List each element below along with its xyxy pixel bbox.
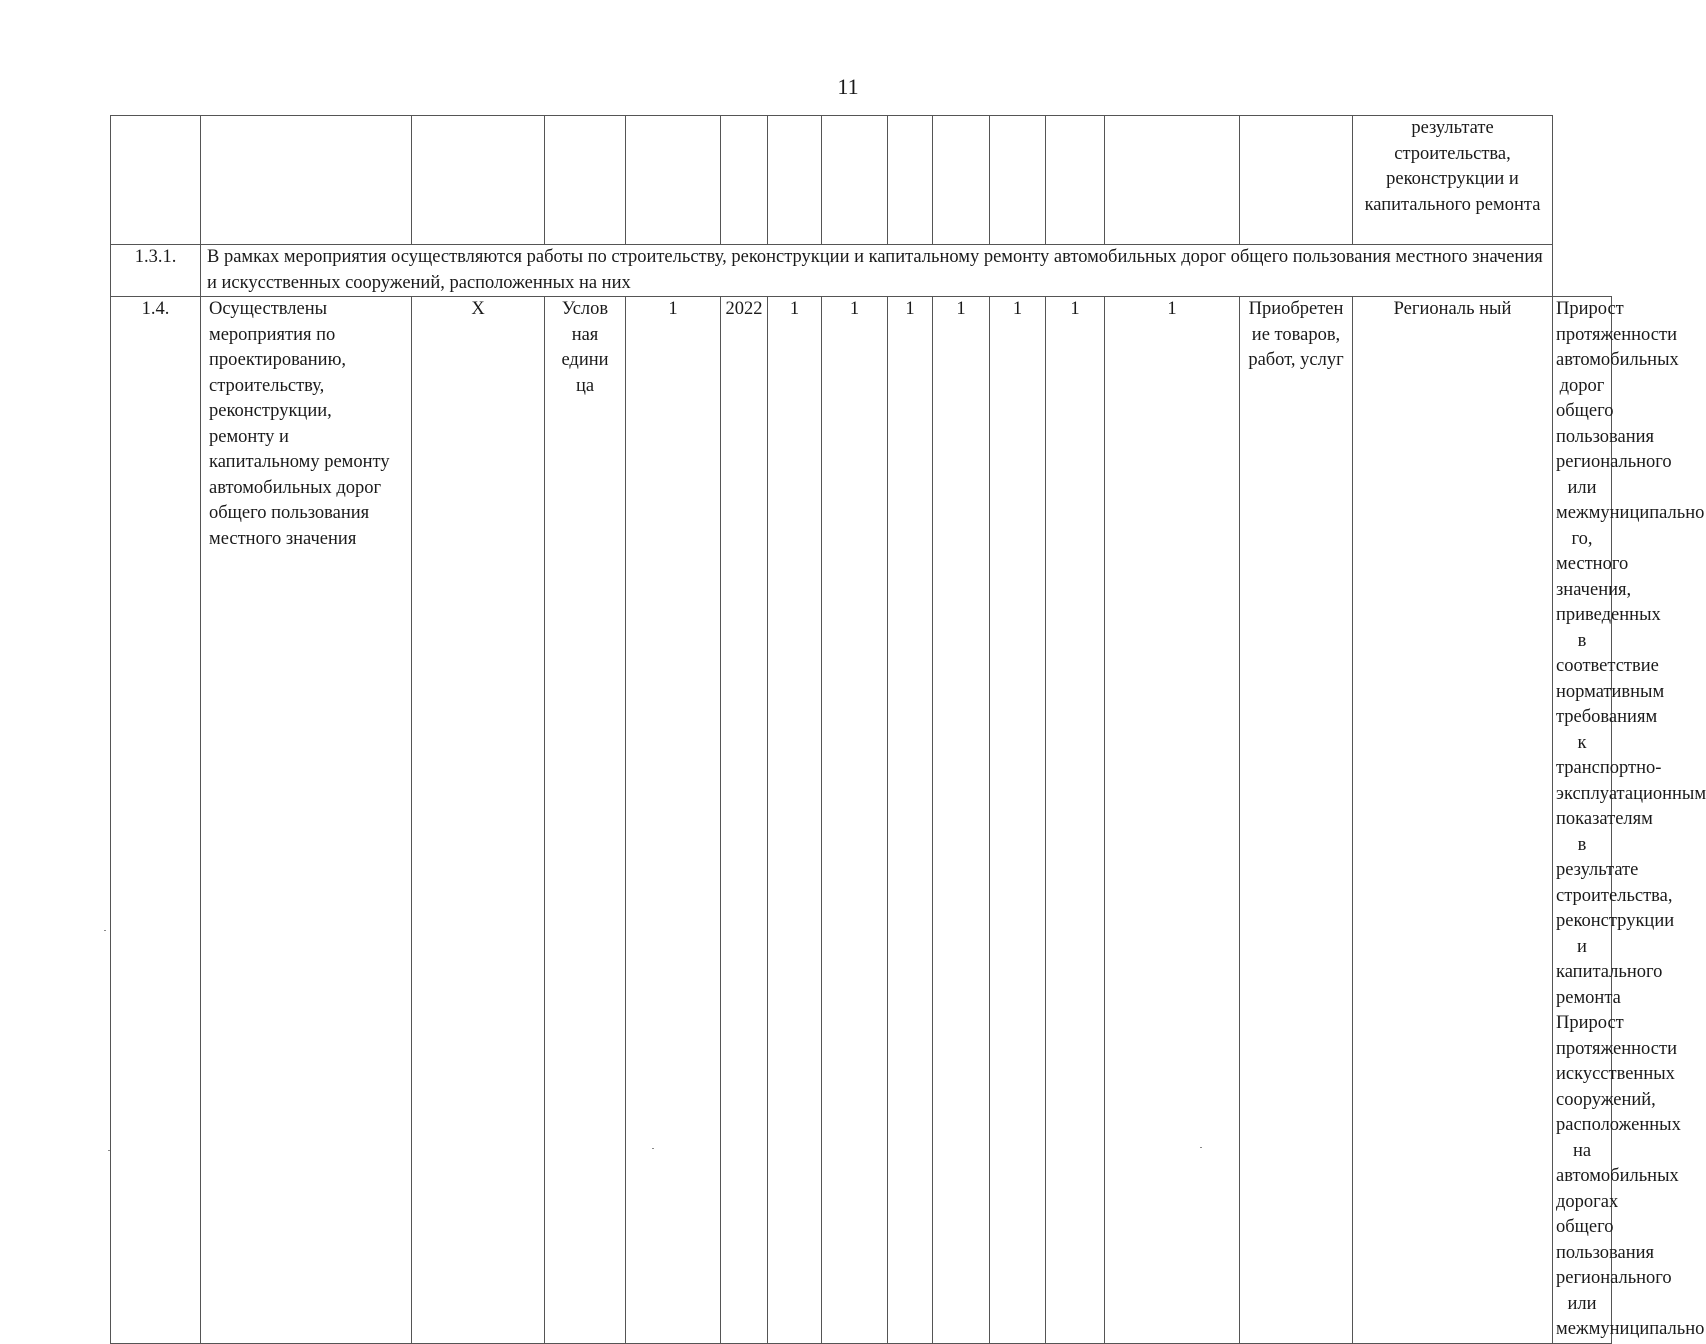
continuation-row xyxy=(111,116,1612,245)
continuation-result-cell: результате строительства, реконструкции и капитального ремонта xyxy=(1353,116,1553,245)
program-table xyxy=(110,115,1706,1344)
year-cell: 2022 xyxy=(721,297,768,1344)
value-cell: 1 xyxy=(933,297,990,1344)
activity-name-cell: Осуществлены мероприятия по проектированию, строительству, реконструкции, ремонту и капитальному ремонту автомобильных дорог общего пользования местного значения xyxy=(201,297,412,1344)
value-cell: 1 xyxy=(990,297,1046,1344)
type-cell: Приобретен ие товаров, работ, услуг xyxy=(1240,297,1353,1344)
row-1-4 xyxy=(111,297,1612,1344)
base-value-cell: 1 xyxy=(626,297,721,1344)
page-number: 11 xyxy=(837,74,859,99)
value-cell: 1 xyxy=(768,297,822,1344)
mark-cell: X xyxy=(412,297,545,1344)
value-cell: 1 xyxy=(822,297,888,1344)
row-number: 1.3.1. xyxy=(111,245,201,297)
value-cell: 1 xyxy=(1105,297,1240,1344)
result-cell: Прирост протяженности автомобильных дорог общего пользования регионального или межмуниципально го, местного значения, приведенных в соответствие нормативным требованиям к транспортно-эксплуатационным показателям в результате строительства, реконструкции и капитального ремонта Прирост протяженности искусственных сооружений, расположенных на автомобильных дорогах общего пользования регионального или межмуниципально xyxy=(1553,297,1612,1344)
level-cell: Региональ ный xyxy=(1353,297,1553,1344)
row-1-3-1 xyxy=(111,245,1612,297)
unit-cell: Услов ная едини ца xyxy=(545,297,626,1344)
row-description: В рамках мероприятия осуществляются работы по строительству, реконструкции и капитальному ремонту автомобильных дорог общего пользования местного значения и искусственных сооружений, расположенных на них xyxy=(201,245,1553,297)
value-cell: 1 xyxy=(1046,297,1105,1344)
row-number: 1.4. xyxy=(111,297,201,1344)
value-cell: 1 xyxy=(888,297,933,1344)
